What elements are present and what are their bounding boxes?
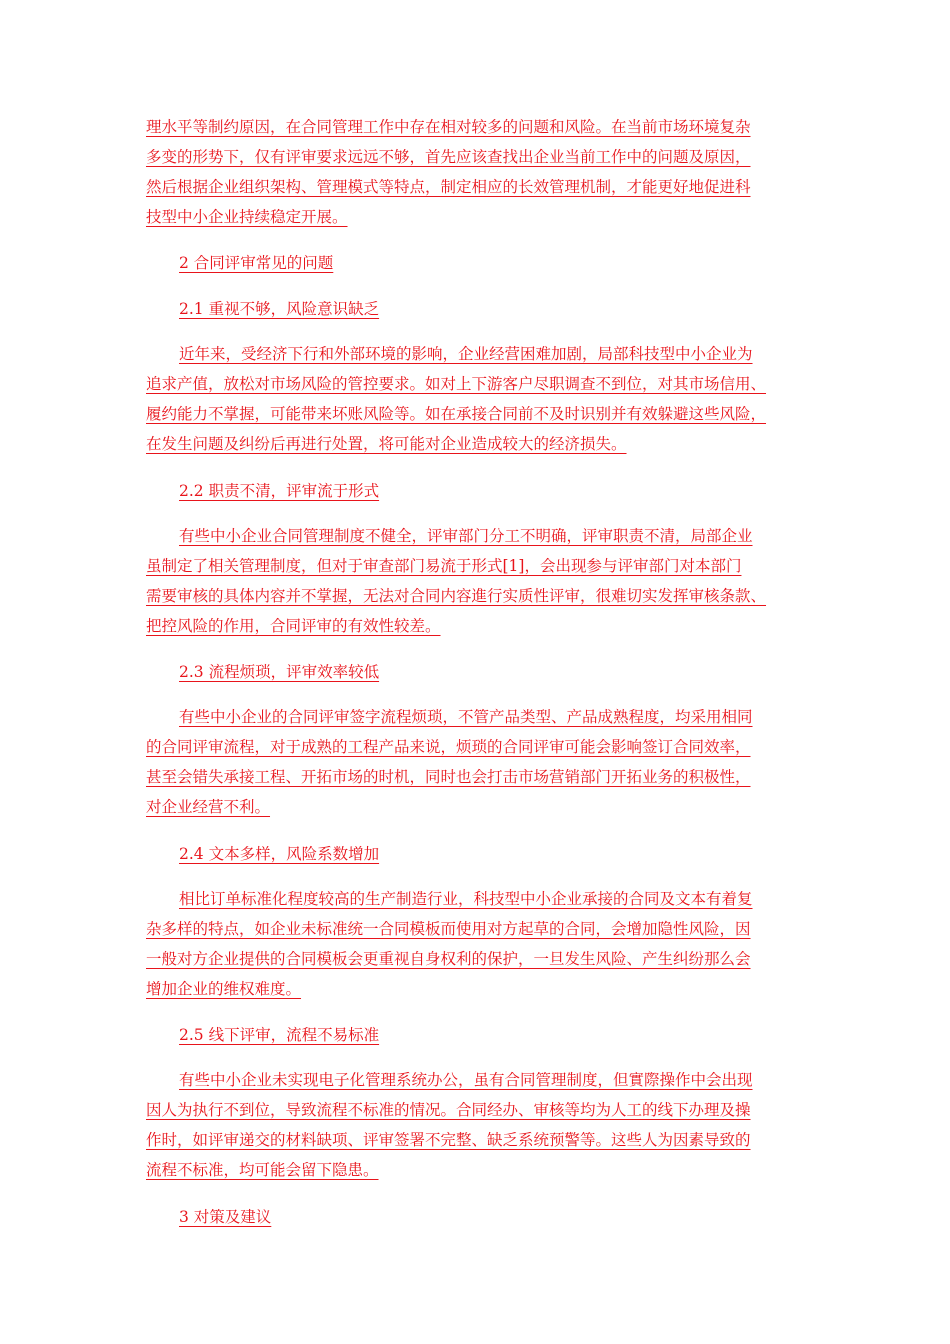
paragraph-line: 因人为执行不到位，导致流程不标准的情况。合同经办、审核等均为人工的线下办理及操 [146,1101,751,1119]
paragraph-line: 增加企业的维权难度。 [146,980,302,998]
paragraph-line: 的合同评审流程，对于成熟的工程产品来说，烦琐的合同评审可能会影响签订合同效率， [146,738,751,756]
section-heading: 3 对策及建议 [179,1208,272,1226]
section-heading: 2 合同评审常见的问题 [179,254,334,272]
subsection-heading: 2.2 职责不清，评审流于形式 [179,482,380,500]
paragraph-line: 近年来，受经济下行和外部环境的影响，企业经营困难加剧，局部科技型中小企业为 [179,345,753,363]
paragraph-line: 理水平等制约原因，在合同管理工作中存在相对较多的问题和风险。在当前市场环境复杂 [146,118,751,136]
paragraph-line: 技型中小企业持续稳定开展。 [146,208,348,226]
paragraph-line: 追求产值，放松对市场风险的管控要求。如对上下游客户尽职调查不到位，对其市场信用、 [146,375,767,393]
paragraph-line: 作时，如评审递交的材料缺项、评审签署不完整、缺乏系统预警等。这些人为因素导致的 [146,1131,751,1149]
paragraph-line: 有些中小企业的合同评审签字流程烦琐，不管产品类型、产品成熟程度，均采用相同 [179,708,753,726]
paragraph-line: 把控风险的作用，合同评审的有效性较差。 [146,617,441,635]
paragraph-line: 在发生问题及纠纷后再进行处置，将可能对企业造成较大的经济损失。 [146,435,627,453]
paragraph-line: 甚至会错失承接工程、开拓市场的时机，同时也会打击市场营销部门开拓业务的积极性， [146,768,751,786]
paragraph-line: 有些中小企业未实现电子化管理系统办公，虽有合同管理制度，但實際操作中会出现 [179,1071,753,1089]
subsection-heading: 2.3 流程烦琐，评审效率较低 [179,663,380,681]
paragraph-line: 流程不标准，均可能会留下隐患。 [146,1161,379,1179]
paragraph-line: 多变的形势下，仅有评审要求远远不够，首先应该查找出企业当前工作中的问题及原因， [146,148,751,166]
subsection-heading: 2.1 重视不够，风险意识缺乏 [179,300,380,318]
subsection-heading: 2.4 文本多样，风险系数增加 [179,845,380,863]
paragraph-line: 一般对方企业提供的合同模板会更重视自身权利的保护，一旦发生风险、产生纠纷那么会 [146,950,751,968]
paragraph-line: 然后根据企业组织架构、管理模式等特点，制定相应的长效管理机制，才能更好地促进科 [146,178,751,196]
paragraph-line: 履约能力不掌握，可能带来坏账风险等。如在承接合同前不及时识别并有效躲避这些风险， [146,405,767,423]
paragraph-line: 杂多样的特点，如企业未标准统一合同模板而使用对方起草的合同，会增加隐性风险，因 [146,920,751,938]
paragraph-line: 相比订单标准化程度较高的生产制造行业，科技型中小企业承接的合同及文本有着复 [179,890,753,908]
subsection-heading: 2.5 线下评审，流程不易标准 [179,1026,380,1044]
paragraph-line: 需要审核的具体内容并不掌握，无法对合同内容進行实质性评审，很难切实发挥审核条款、 [146,587,767,605]
paragraph-line: 虽制定了相关管理制度，但对于审查部门易流于形式[1]，会出现参与评审部门对本部门 [146,557,742,575]
paragraph-line: 对企业经营不利。 [146,798,271,816]
paragraph-line: 有些中小企业合同管理制度不健全，评审部门分工不明确，评审职责不清，局部企业 [179,527,753,545]
